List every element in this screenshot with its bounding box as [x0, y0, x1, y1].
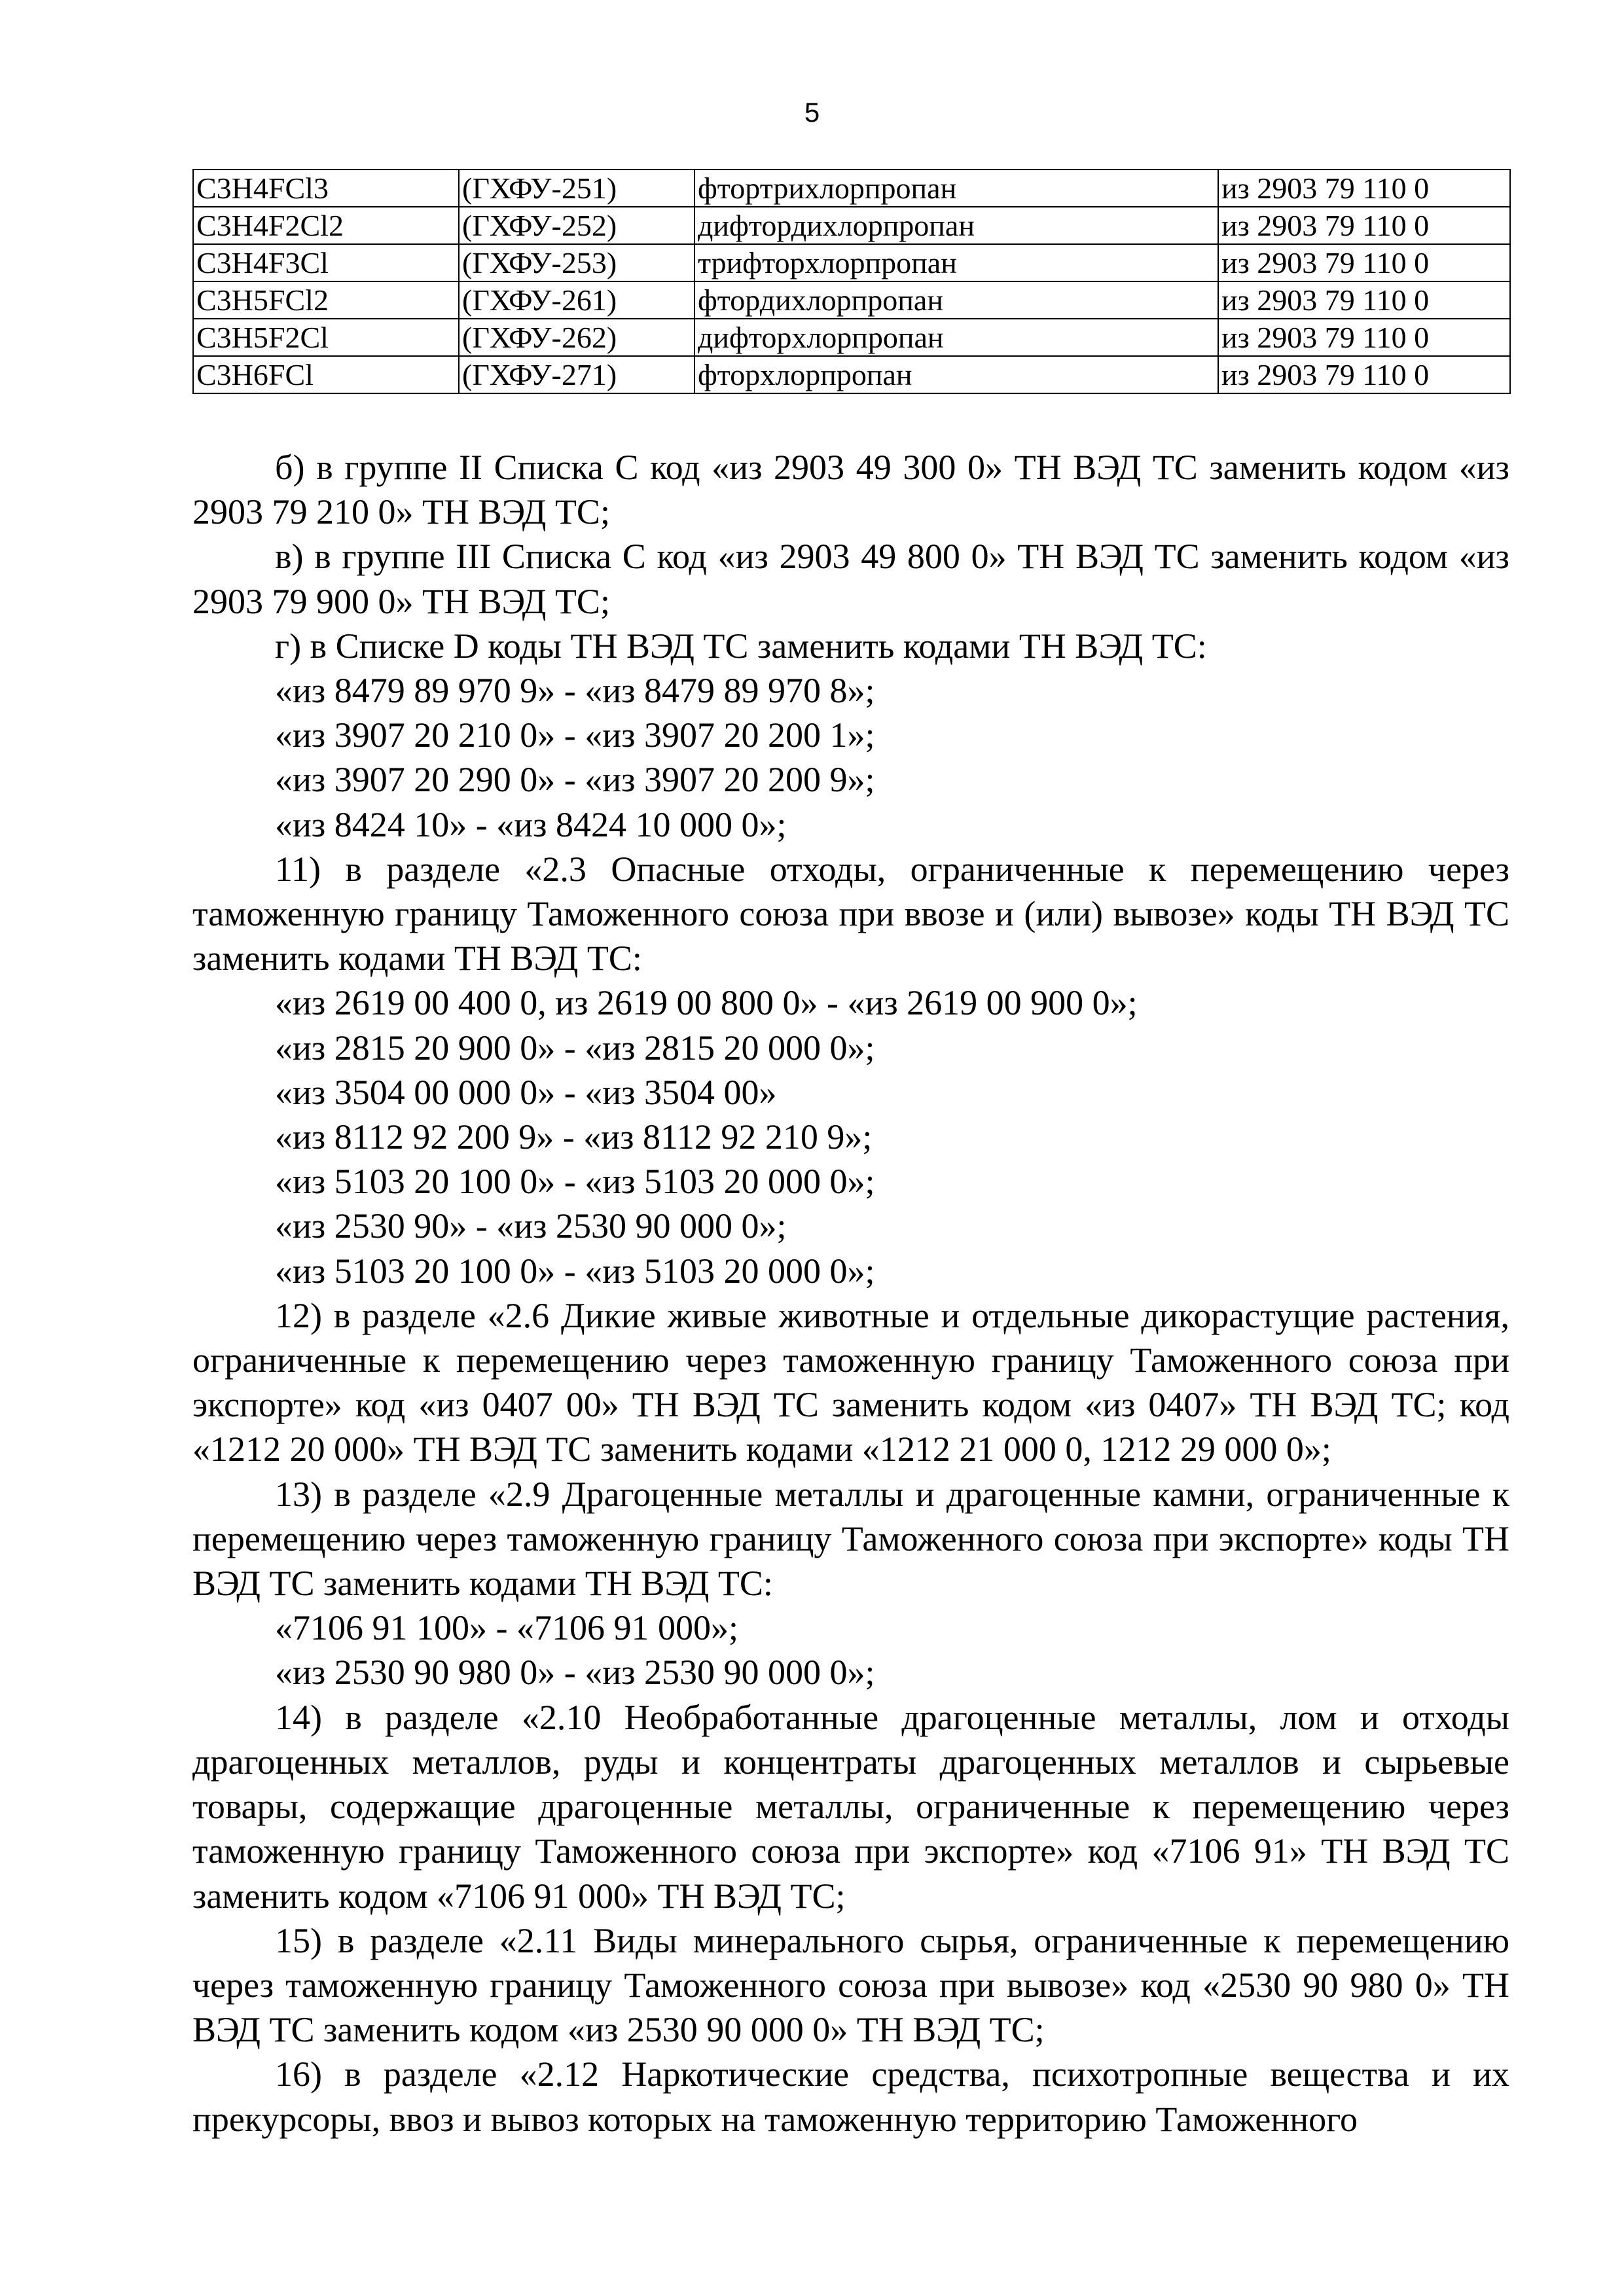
- table-row: [193, 319, 1510, 356]
- designation-cell: (ГХФУ-261): [459, 281, 695, 319]
- code-cell: из 2903 79 110 0: [1218, 207, 1510, 244]
- formula-cell: C3H5FCl2: [193, 281, 459, 319]
- code-replacement-line: «из 8112 92 200 9» - «из 8112 92 210 9»;: [275, 1117, 873, 1157]
- code-replacement-line: «из 8479 89 970 9» - «из 8479 89 970 8»;: [275, 671, 875, 711]
- code-replacement-line: «из 3907 20 290 0» - «из 3907 20 200 9»;: [275, 760, 875, 800]
- paragraph-11: 11) в разделе «2.3 Опасные отходы, ограниченные к перемещению через таможенную границу Таможенного союза при ввозе и (или) вывозе» коды ТН ВЭД ТС заменить кодами ТН ВЭД ТС:: [192, 849, 1509, 978]
- name-cell: трифторхлорпропан: [695, 244, 1218, 281]
- table-row: [193, 356, 1510, 393]
- formula-cell: C3H5F2Cl: [193, 319, 459, 356]
- name-cell: фторхлорпропан: [695, 356, 1218, 393]
- designation-cell: (ГХФУ-252): [459, 207, 695, 244]
- code-replacement-line: «7106 91 100» - «7106 91 000»;: [275, 1608, 738, 1648]
- table-row: [193, 170, 1510, 207]
- code-replacement-line: «из 3504 00 000 0» - «из 3504 00»: [275, 1072, 777, 1112]
- table-row: [193, 207, 1510, 244]
- designation-cell: (ГХФУ-253): [459, 244, 695, 281]
- formula-cell: C3H4FCl3: [193, 170, 459, 207]
- code-replacement-line: «из 2530 90» - «из 2530 90 000 0»;: [275, 1206, 787, 1246]
- code-replacement-line: «из 8424 10» - «из 8424 10 000 0»;: [275, 804, 787, 844]
- code-cell: из 2903 79 110 0: [1218, 356, 1510, 393]
- code-replacement-line: «из 2530 90 980 0» - «из 2530 90 000 0»;: [275, 1653, 875, 1693]
- code-cell: из 2903 79 110 0: [1218, 244, 1510, 281]
- name-cell: фтордихлорпропан: [695, 281, 1218, 319]
- name-cell: дифторхлорпропан: [695, 319, 1218, 356]
- code-cell: из 2903 79 110 0: [1218, 170, 1510, 207]
- table-row: [193, 244, 1510, 281]
- paragraph-14: 14) в разделе «2.10 Необработанные драгоценные металлы, лом и отходы драгоценных металлов, руды и концентраты драгоценных металлов и сырьевые товары, содержащие драгоценные металлы, ограниченные к перемещению через таможенную границу Таможенного союза при экспорте» код «7106 91» ТН ВЭД ТС заменить кодом «7106 91 000» ТН ВЭД ТС;: [192, 1697, 1509, 1916]
- paragraph-13: 13) в разделе «2.9 Драгоценные металлы и драгоценные камни, ограниченные к перемещению через таможенную границу Таможенного союза при экспорте» коды ТН ВЭД ТС заменить кодами ТН ВЭД ТС:: [192, 1474, 1509, 1604]
- formula-cell: C3H4F3Cl: [193, 244, 459, 281]
- designation-cell: (ГХФУ-271): [459, 356, 695, 393]
- designation-cell: (ГХФУ-262): [459, 319, 695, 356]
- formula-cell: C3H6FCl: [193, 356, 459, 393]
- code-replacement-line: «из 5103 20 100 0» - «из 5103 20 000 0»;: [275, 1251, 875, 1291]
- paragraph-12: 12) в разделе «2.6 Дикие живые животные и отдельные дикорастущие растения, ограниченные к перемещению через таможенную границу Таможенного союза при экспорте» код «из 0407 00» ТН ВЭД ТС заменить кодом «из 0407» ТН ВЭД ТС; код «1212 20 000» ТН ВЭД ТС заменить кодами «1212 21 000 0, 1212 29 000 0»;: [192, 1295, 1509, 1469]
- substances-table: [192, 169, 1511, 394]
- designation-cell: (ГХФУ-251): [459, 170, 695, 207]
- paragraph-v: в) в группе III Списка С код «из 2903 49 800 0» ТН ВЭД ТС заменить кодом «из 2903 79 900 0» ТН ВЭД ТС;: [192, 537, 1509, 621]
- table-row: [193, 281, 1510, 319]
- code-cell: из 2903 79 110 0: [1218, 319, 1510, 356]
- page-number: 5: [804, 97, 820, 128]
- formula-cell: C3H4F2Cl2: [193, 207, 459, 244]
- code-replacement-line: «из 2619 00 400 0, из 2619 00 800 0» - «из 2619 00 900 0»;: [275, 983, 1138, 1023]
- code-replacement-line: «из 2815 20 900 0» - «из 2815 20 000 0»;: [275, 1028, 875, 1067]
- code-replacement-line: «из 3907 20 210 0» - «из 3907 20 200 1»;: [275, 715, 875, 755]
- name-cell: фтортрихлорпропан: [695, 170, 1218, 207]
- code-replacement-line: «из 5103 20 100 0» - «из 5103 20 000 0»;: [275, 1162, 875, 1202]
- name-cell: дифтордихлорпропан: [695, 207, 1218, 244]
- paragraph-g: г) в Списке D коды ТН ВЭД ТС заменить кодами ТН ВЭД ТС:: [275, 626, 1207, 666]
- paragraph-b: б) в группе II Списка С код «из 2903 49 300 0» ТН ВЭД ТС заменить кодом «из 2903 79 210 0» ТН ВЭД ТС;: [192, 448, 1509, 532]
- paragraph-16: 16) в разделе «2.12 Наркотические средства, психотропные вещества и их прекурсоры, ввоз и вывоз которых на таможенную территорию Таможенного: [192, 2054, 1509, 2139]
- document-body: [192, 445, 1509, 2142]
- paragraph-15: 15) в разделе «2.11 Виды минерального сырья, ограниченные к перемещению через таможенную границу Таможенного союза при вывозе» код «2530 90 980 0» ТН ВЭД ТС заменить кодом «из 2530 90 000 0» ТН ВЭД ТС;: [192, 1920, 1509, 2050]
- code-cell: из 2903 79 110 0: [1218, 281, 1510, 319]
